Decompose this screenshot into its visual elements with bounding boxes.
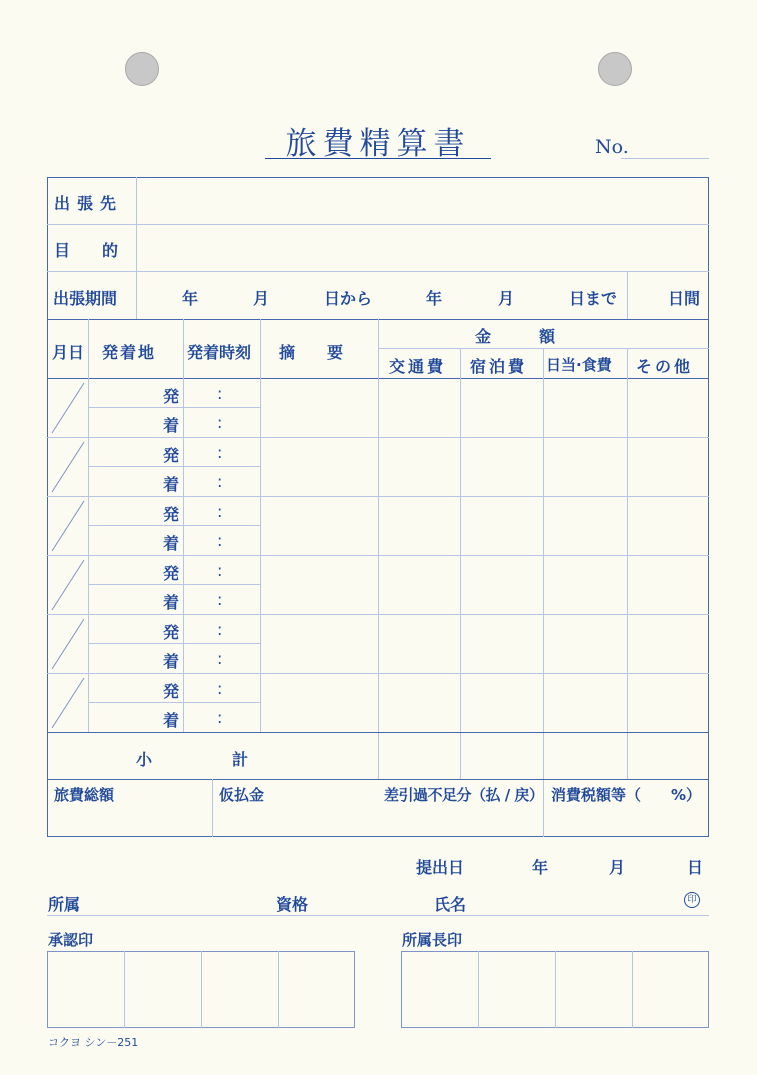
period-label: 出張期間 xyxy=(53,289,118,308)
period-days: 日間 xyxy=(668,289,701,308)
arrive-label: 着 xyxy=(163,534,180,553)
arrive-label: 着 xyxy=(163,652,180,671)
date-slash xyxy=(52,678,84,728)
qualification-label: 資格 xyxy=(276,895,309,914)
time-separator: : xyxy=(217,531,223,550)
period-year-2: 年 xyxy=(426,289,443,308)
submission-date-label: 提出日 xyxy=(416,858,465,877)
stamp-divider xyxy=(201,951,202,1028)
time-separator: : xyxy=(217,679,223,698)
stamp-divider xyxy=(124,951,125,1028)
stamp-divider xyxy=(478,951,479,1028)
arrive-label: 着 xyxy=(163,711,180,730)
header-allowance: 日当·食費 xyxy=(546,356,612,374)
date-slash xyxy=(52,560,84,610)
form-title: 旅費精算書 xyxy=(285,126,471,162)
date-slash xyxy=(52,619,84,669)
time-separator: : xyxy=(217,649,223,668)
stamp-divider xyxy=(278,951,279,1028)
arrive-label: 着 xyxy=(163,475,180,494)
period-year-1: 年 xyxy=(182,289,199,308)
depart-label: 発 xyxy=(163,505,180,524)
time-separator: : xyxy=(217,443,223,462)
depart-label: 発 xyxy=(163,682,180,701)
header-lodging: 宿泊費 xyxy=(470,357,528,376)
header-amount: 金 額 xyxy=(475,327,556,346)
time-separator: : xyxy=(217,413,223,432)
submission-day: 日 xyxy=(687,858,704,877)
purpose-label: 目 的 xyxy=(54,241,119,260)
depart-label: 発 xyxy=(163,564,180,583)
seal-mark: 印 xyxy=(684,892,700,908)
arrive-label: 着 xyxy=(163,416,180,435)
period-to: 日まで xyxy=(569,289,618,308)
header-date: 月日 xyxy=(52,343,85,362)
header-transport: 交通費 xyxy=(389,357,447,376)
period-from: 日から xyxy=(324,289,373,308)
stamp-divider xyxy=(555,951,556,1028)
header-other: その他 xyxy=(636,357,694,376)
depart-label: 発 xyxy=(163,387,180,406)
time-separator: : xyxy=(217,561,223,580)
product-code: コクヨ シン－251 xyxy=(48,1036,139,1049)
header-summary: 摘 要 xyxy=(279,343,344,362)
applicant-line xyxy=(47,915,709,916)
header-time: 発着時刻 xyxy=(187,343,252,362)
depart-label: 発 xyxy=(163,623,180,642)
approval-stamp-label: 承認印 xyxy=(48,931,94,949)
depart-label: 発 xyxy=(163,446,180,465)
submission-month: 月 xyxy=(609,858,626,877)
number-label: No. xyxy=(595,136,629,158)
stamp-divider xyxy=(632,951,633,1028)
date-slash xyxy=(52,501,84,551)
tax-label: 消費税額等（ %） xyxy=(551,786,702,804)
subtotal-label: 小 計 xyxy=(136,750,249,769)
time-separator: : xyxy=(217,472,223,491)
total-travel-label: 旅費総額 xyxy=(54,786,115,804)
name-label: 氏名 xyxy=(434,895,467,914)
submission-year: 年 xyxy=(532,858,549,877)
destination-label: 出張先 xyxy=(54,194,124,213)
date-slash xyxy=(52,383,84,433)
dept-label: 所属 xyxy=(48,895,81,914)
period-month-2: 月 xyxy=(498,289,515,308)
time-separator: : xyxy=(217,384,223,403)
time-separator: : xyxy=(217,502,223,521)
arrive-label: 着 xyxy=(163,593,180,612)
period-month-1: 月 xyxy=(253,289,270,308)
dept-head-stamp-label: 所属長印 xyxy=(402,931,463,949)
time-separator: : xyxy=(217,590,223,609)
balance-label: 差引過不足分（払 / 戻） xyxy=(384,786,544,804)
date-slash xyxy=(52,442,84,492)
advance-label: 仮払金 xyxy=(219,786,265,804)
time-separator: : xyxy=(217,708,223,727)
time-separator: : xyxy=(217,620,223,639)
header-place: 発着地 xyxy=(102,343,157,362)
